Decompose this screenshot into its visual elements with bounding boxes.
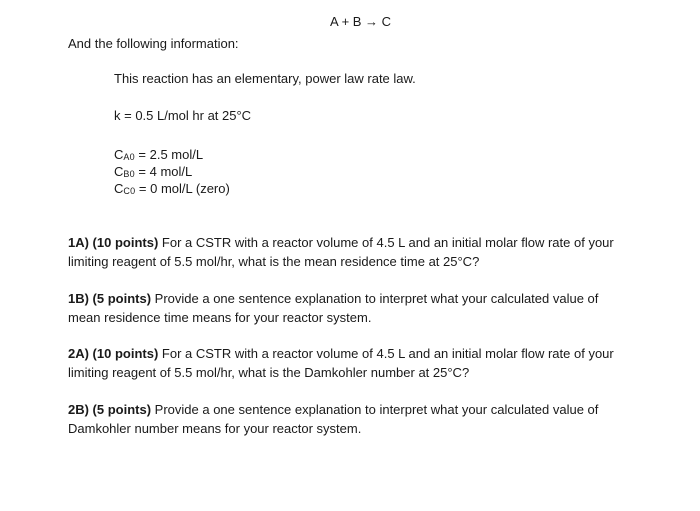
rate-law-statement: This reaction has an elementary, power law rate law. [114,71,416,86]
question-label: 1B) (5 points) [68,291,152,306]
concentration-subscript: B0 [123,169,135,179]
question-label: 2A) (10 points) [68,346,159,361]
question-label: 2B) (5 points) [68,402,152,417]
rate-constant: k = 0.5 L/mol hr at 25°C [114,108,252,123]
initial-concentration-c [114,180,230,200]
question-2a [68,344,678,382]
question-1a [68,233,678,271]
reaction-equation: A + B → C [330,14,392,29]
concentration-value: = 2.5 mol/L [134,147,204,162]
question-text: Provide a one sentence explanation to interpret what your calculated value of [151,402,599,417]
question-text-continued: mean residence time means for your reactor system. [68,310,372,325]
question-2b [68,400,678,438]
question-label: 1A) (10 points) [68,235,159,250]
question-text: Provide a one sentence explanation to interpret what your calculated value of [151,291,599,306]
question-1b [68,289,678,327]
concentration-symbol: C [114,147,124,162]
question-text-continued: limiting reagent of 5.5 mol/hr, what is the Damkohler number at 25°C? [68,365,470,380]
concentration-value: = 0 mol/L (zero) [135,181,230,196]
intro-text: And the following information: [68,36,239,51]
question-text-continued: limiting reagent of 5.5 mol/hr, what is the mean residence time at 25°C? [68,254,480,269]
concentration-subscript: A0 [123,152,135,162]
concentration-value: = 4 mol/L [134,164,193,179]
concentration-symbol: C [114,181,124,196]
question-text-continued: Damkohler number means for your reactor system. [68,421,362,436]
concentration-subscript: C0 [123,186,136,196]
concentration-symbol: C [114,164,124,179]
question-text: For a CSTR with a reactor volume of 4.5 L and an initial molar flow rate of your [158,235,614,250]
question-text: For a CSTR with a reactor volume of 4.5 L and an initial molar flow rate of your [158,346,614,361]
